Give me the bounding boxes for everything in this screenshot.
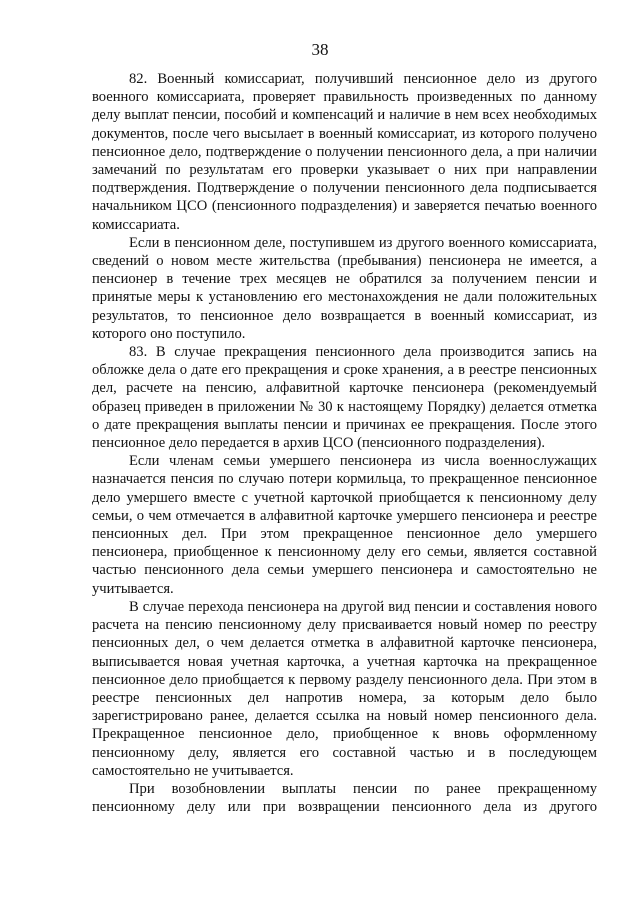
- paragraph-resumption: При возобновлении выплаты пенсии по ранее прекращенному пенсионному делу или при возвращении пенсионного дела из другого: [92, 780, 597, 816]
- paragraph-pension-type-change: В случае перехода пенсионера на другой вид пенсии и составления нового расчета на пенсию пенсионному делу присваивается новый номер по реестру пенсионных дел, о чем делается отметка в алфавитной карточке пенсионера, выписывается новая учетная карточка, а учетная карточка на прекращенное пенсионное дело приобщается к первому разделу пенсионного дела. При этом в реестре пенсионных дел напротив номера, за которым дело было зарегистрировано ранее, делается ссылка на новый номер пенсионного дела. Прекращенное пенсионное дело, приобщенное к вновь оформленному пенсионному делу, является его составной частью и в последующем самостоятельно не учитывается.: [92, 598, 597, 779]
- paragraph-no-residence-info: Если в пенсионном деле, поступившем из другого военного комиссариата, сведений о новом месте жительства (пребывания) пенсионера не имеется, а пенсионер в течение трех месяцев не обратился за получением пенсии и принятые меры к установлению его местонахождения не дали положительных результатов, то пенсионное дело возвращается в военный комиссариат, из которого оно поступило.: [92, 234, 597, 342]
- page-number: 38: [311, 40, 329, 59]
- paragraph-83: 83. В случае прекращения пенсионного дела производится запись на обложке дела о дате его прекращения и сроке хранения, а в реестре пенсионных дел, расчете на пенсию, алфавитной карточке пенсионера (рекомендуемый образец приведен в приложении № 30 к настоящему Порядку) делается отметка о дате прекращения выплаты пенсии и причинах ее прекращения. После этого пенсионное дело передается в архив ЦСО (пенсионного подразделения).: [92, 344, 597, 452]
- paragraph-survivor-pension: Если членам семьи умершего пенсионера из числа военнослужащих назначается пенсия по случаю потери кормильца, то прекращенное пенсионное дело умершего вместе с учетной карточкой приобщается к пенсионному делу семьи, о чем отмечается в алфавитной карточке умершего пенсионера и реестре пенсионных дел. При этом прекращенное пенсионное дело умершего пенсионера, приобщенное к пенсионному делу его семьи, является составной частью пенсионного дела семьи умершего пенсионера и самостоятельно не учитывается.: [92, 453, 597, 597]
- document-body: [92, 70, 597, 816]
- paragraph-82: 82. Военный комиссариат, получивший пенсионное дело из другого военного комиссариата, проверяет правильность произведенных по данному делу выплат пенсии, пособий и компенсаций и наличие в нем всех необходимых документов, после чего высылает в военный комиссариат, из которого получено пенсионное дело, подтверждение о получении пенсионного дела, а при наличии замечаний по результатам его проверки указывает о них при направлении подтверждения. Подтверждение о получении пенсионного дела подписывается начальником ЦСО (пенсионного подразделения) и заверяется печатью военного комиссариата.: [92, 71, 597, 233]
